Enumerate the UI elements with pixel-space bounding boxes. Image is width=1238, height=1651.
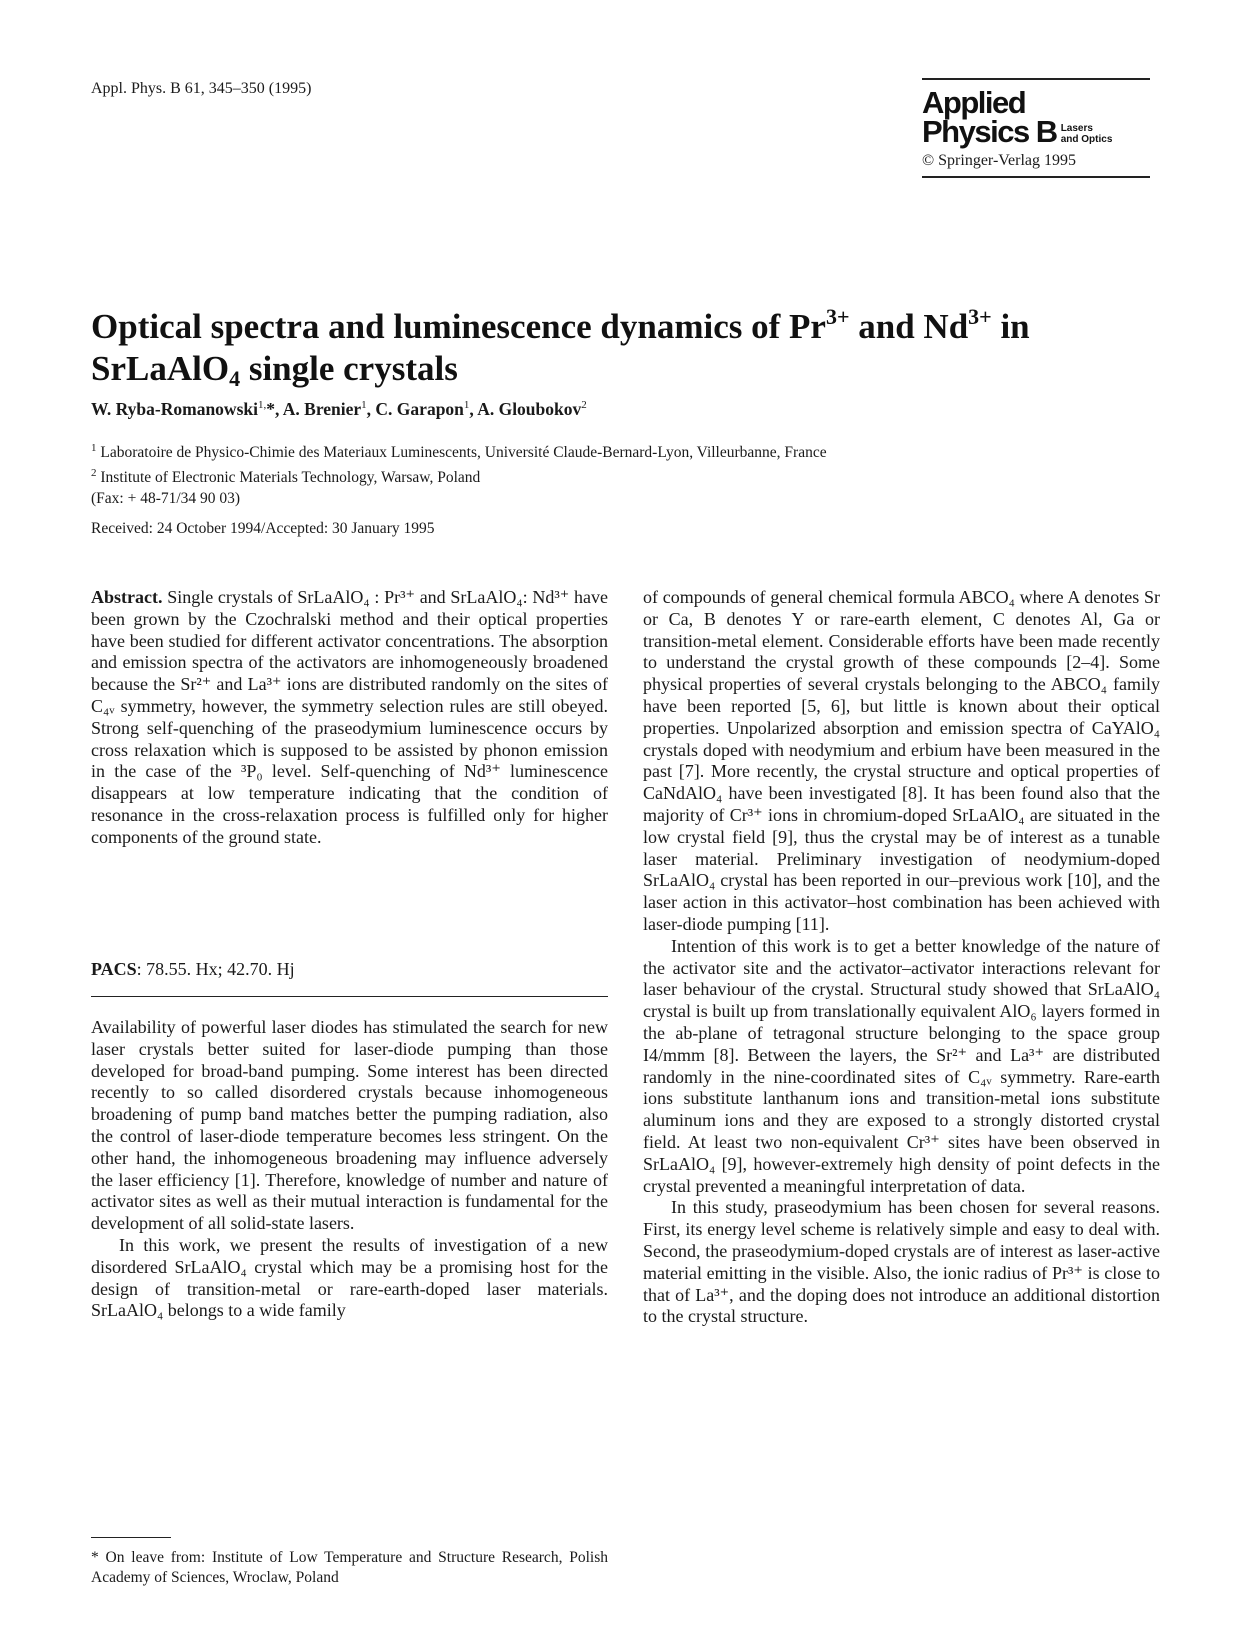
copyright: © Springer-Verlag 1995 (922, 152, 1077, 169)
affiliations (91, 438, 827, 509)
author-footnote-mark: * (266, 399, 275, 419)
journal-rule-bottom (922, 176, 1150, 178)
abstract (91, 587, 608, 849)
author-affil-mark: 2 (581, 399, 587, 412)
journal-subtitle (1061, 123, 1113, 145)
affiliation-text: Institute of Electronic Materials Technology, Warsaw, Poland (96, 469, 481, 487)
pacs-line (91, 959, 295, 980)
title-text: single crystals (240, 349, 458, 388)
journal-subtitle-line1: Lasers (1060, 122, 1093, 134)
received-dates: Received: 24 October 1994/Accepted: 30 January 1995 (91, 520, 435, 537)
paper-title (91, 296, 1151, 400)
abstract-label: Abstract. (91, 587, 163, 607)
affiliation-mark: 2 (91, 467, 97, 480)
title-superscript: 3+ (968, 304, 992, 329)
body-paragraph: of compounds of general chemical formula ABCO₄ where A denotes Sr or Ca, B denotes Y or rare-earth element, C denotes Al, Ga or transition-metal element. Considerable efforts have been made recently to understand the crystal growth of these compounds [2–4]. Some physical properties of several crystals belonging to the ABCO₄ family have been reported [5, 6], but little is known about their optical properties. Unpolarized absorption and emission spectra of CaYAlO₄ crystals doped with neodymium and erbium have been measured in the past [7]. More recently, the crystal structure and optical properties of CaNdAlO₄ have been investigated [8]. It has been found also that the majority of Cr³⁺ ions in chromium-doped SrLaAlO₄ are situated in the low crystal field [9], thus the crystal may be of interest as a tunable laser material. Preliminary investigation of neodymium-doped SrLaAlO₄ crystal has been reported in our–previous work [10], and the laser action in this activator–host combination has been achieved with laser-diode pumping [11]. (643, 587, 1160, 934)
body-paragraph: Availability of powerful laser diodes has stimulated the search for new laser crystals better suited for laser-diode pumping than those developed for broad-band pumping. Some interest has been directed recently to so called disordered crystals because inhomogeneous broadening of pump band matches better the pumping radiation, also the control of laser-diode temperature becomes less stringent. On the other hand, the inhomogeneous broadening may influence adversely the laser efficiency [1]. Therefore, knowledge of number and nature of activator sites as well as their mutual interaction is fundamental for the development of all solid-state lasers. (91, 1017, 608, 1234)
footnote: * On leave from: Institute of Low Temperature and Structure Research, Polish Academy of Sciences, Wroclaw, Poland (91, 1549, 608, 1586)
author-name: , C. Garapon (366, 399, 464, 419)
body-paragraph: In this work, we present the results of investigation of a new disordered SrLaAlO₄ crystal which may be a promising host for the design of transition-metal or rare-earth-doped laser materials. SrLaAlO₄ belongs to a wide family (91, 1234, 608, 1321)
title-text: Optical spectra and luminescence dynamics of Pr (91, 307, 826, 346)
author-affil-mark: 1, (257, 399, 267, 412)
journal-rule-top (922, 78, 1150, 80)
abstract-paragraph (91, 587, 608, 849)
abstract-text: Single crystals of SrLaAlO₄ : Pr³⁺ and SrLaAlO₄: Nd³⁺ have been grown by the Czochralski method and their optical properties have been studied for different activator concentrations. The absorption and emission spectra of the activators are inhomogeneously broadened because the Sr²⁺ and La³⁺ ions are distributed randomly on the sites of C₄ᵥ symmetry, however, the symmetry selection rules are still obeyed. Strong self-quenching of the praseodymium luminescence occurs by cross relaxation which is supposed to be assisted by phonon emission in the case of the ³P₀ level. Self-quenching of Nd³⁺ luminescence disappears at low temperature indicating that the condition of resonance in the cross-relaxation process is fulfilled only for higher components of the ground state. (91, 587, 608, 847)
author-name: W. Ryba-Romanowski (91, 399, 258, 419)
affiliation-mark: 1 (91, 442, 97, 454)
title-text: in (991, 307, 1030, 346)
journal-logo-line1: Applied (922, 85, 1026, 120)
affiliation-text: Laboratoire de Physico-Chimie des Materiaux Luminescents, Université Claude-Bernard-Lyon, Villeurbanne, France (96, 444, 827, 462)
affiliation-2 (91, 463, 827, 488)
abstract-divider (91, 996, 608, 997)
author-affil-mark: 1 (463, 399, 470, 412)
title-text: and Nd (849, 307, 969, 346)
body-left-column (91, 1017, 608, 1322)
body-paragraph: In this study, praseodymium has been chosen for several reasons. First, its energy level scheme is relatively simple and easy to deal with. Second, the praseodymium-doped crystals are of interest as laser-active material emitting in the visible. Also, the ionic radius of Pr³⁺ is close to that of La³⁺, and the doping does not introduce an additional distortion to the crystal structure. (643, 1197, 1160, 1327)
body-paragraph: Intention of this work is to get a better knowledge of the nature of the activator site and the activator–activator interactions relevant for laser behaviour of the crystal. Structural study showed that SrLaAlO₄ crystal is built up from translationally equivalent AlO₆ layers formed in the ab-plane of tetragonal structure belonging to the space group I4/mmm [8]. Between the layers, the Sr²⁺ and La³⁺ are distributed randomly in the nine-coordinated sites of C₄ᵥ symmetry. Rare-earth ions substitute lanthanum ions and transition-metal ions substitute aluminum ions and they are exposed to a strongly distorted crystal field. At least two non-equivalent Cr³⁺ sites have been observed in SrLaAlO₄ [9], however-extremely high density of point defects in the crystal prevented a meaningful interpretation of data. (643, 935, 1160, 1196)
author-list (91, 399, 587, 420)
body-right-column (643, 587, 1160, 1328)
journal-logo-block (922, 78, 1150, 178)
title-text: SrLaAlO (91, 349, 230, 388)
title-superscript: 3+ (825, 304, 850, 329)
footnote-divider (91, 1537, 171, 1538)
title-subscript: 4 (229, 366, 241, 391)
journal-subtitle-line2: and Optics (1060, 133, 1113, 145)
affiliation-1 (91, 438, 827, 463)
pacs-label: PACS (91, 959, 137, 979)
journal-logo (922, 85, 1150, 149)
author-name: , A. Brenier (274, 399, 362, 419)
author-name: , A. Gloubokov (469, 399, 582, 419)
fax: (Fax: + 48-71/34 90 03) (91, 490, 241, 508)
journal-logo-line2: Physics B (922, 114, 1057, 149)
author-affil-mark: 1 (361, 399, 367, 412)
journal-citation: Appl. Phys. B 61, 345–350 (1995) (91, 80, 312, 97)
pacs-codes: : 78.55. Hx; 42.70. Hj (136, 959, 295, 979)
